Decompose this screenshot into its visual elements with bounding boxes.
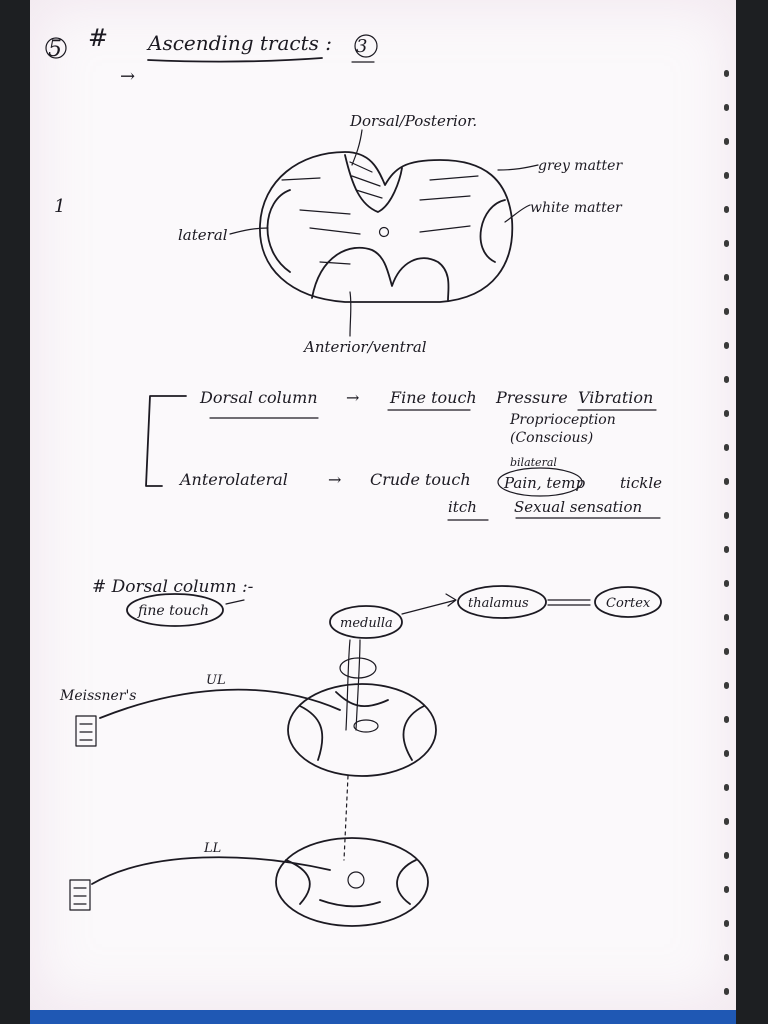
antero-item-sexual: Sexual sensation bbox=[514, 498, 643, 516]
margin-mark: 1 bbox=[54, 196, 66, 217]
fine-touch-label: fine touch bbox=[138, 603, 210, 619]
medulla-label: medulla bbox=[340, 616, 393, 631]
antero-item-pain-temp: Pain, temp bbox=[504, 474, 586, 492]
label-anterior: Anterior/ventral bbox=[304, 338, 427, 356]
label-grey-matter: grey matter bbox=[538, 158, 623, 174]
dorsal-item-conscious: (Conscious) bbox=[510, 430, 594, 446]
anterolateral-arrow: → bbox=[328, 470, 342, 489]
antero-note-bilateral: bilateral bbox=[510, 456, 557, 469]
cortex-label: Cortex bbox=[606, 596, 651, 611]
title-number: 5 bbox=[48, 37, 62, 62]
dorsal-pathway-diagram bbox=[59, 577, 661, 926]
dorsal-item-proprioception: Proprioception bbox=[510, 412, 616, 428]
antero-item-itch: itch bbox=[448, 498, 477, 516]
ul-label: UL bbox=[206, 673, 226, 688]
anterolateral-name: Anterolateral bbox=[180, 470, 288, 489]
dorsal-column-name: Dorsal column bbox=[200, 388, 318, 407]
dorsal-item-fine-touch: Fine touch bbox=[390, 388, 477, 407]
antero-item-tickle: tickle bbox=[620, 474, 662, 492]
dorsal-heading: # Dorsal column :- bbox=[92, 577, 254, 597]
title-line bbox=[46, 24, 377, 87]
cord-section-diagram bbox=[178, 112, 623, 356]
title-text: Ascending tracts : bbox=[148, 31, 332, 55]
label-lateral: lateral bbox=[178, 226, 228, 244]
ll-label: LL bbox=[204, 841, 222, 856]
title-arrow: → bbox=[120, 66, 136, 87]
tract-list bbox=[146, 388, 662, 520]
dorsal-arrow: → bbox=[346, 388, 360, 407]
label-white-matter: white matter bbox=[530, 200, 622, 216]
title-count: 3 bbox=[356, 36, 368, 57]
antero-item-crude-touch: Crude touch bbox=[370, 470, 471, 489]
label-dorsal: Dorsal/Posterior. bbox=[350, 112, 478, 130]
dorsal-item-pressure: Pressure bbox=[496, 388, 568, 407]
dorsal-item-vibration: Vibration bbox=[578, 388, 654, 407]
title-hash: # bbox=[88, 24, 109, 52]
thalamus-label: thalamus bbox=[468, 596, 529, 611]
receptor-label: Meissner's bbox=[60, 688, 137, 704]
